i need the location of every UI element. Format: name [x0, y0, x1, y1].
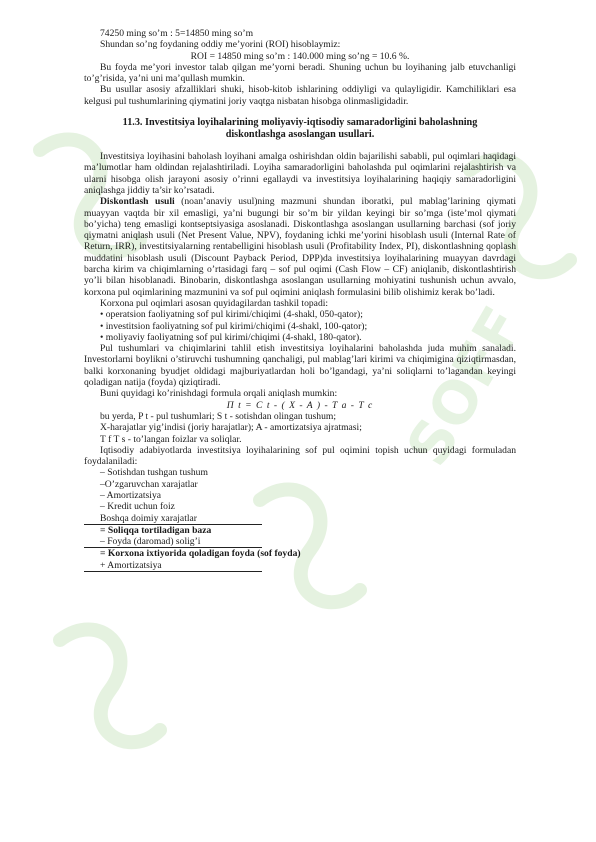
watermark-text: SOFF — [393, 295, 538, 477]
section-heading: 11.3. Investitsiya loyihalarining moliyaviy-iqtisodiy samaradorligini baholashning diskontlashga asoslangan usullari. — [122, 117, 478, 141]
paragraph: Buni quyidagi ko’rinishdagi formula orqali aniqlash mumkin: — [100, 388, 338, 400]
calculation-item: = Soliqqa tortiladigan baza — [100, 524, 212, 536]
paragraph: Korxona pul oqimlari asosan quyidagilardan tashkil topadi: — [100, 297, 329, 309]
bullet-item: • moliyaviy faoliyatning sof pul kirimi/chiqimi (4-shakl, 180-qator). — [100, 331, 362, 343]
paragraph-text: (noan’anaviy usul)ning mazmuni shundan iboratki, pul mablag’larining qiymati muayyan vaqtda bir xil emasligi, ya’ni bugungi bir so’m bir yildan keyingi bir so’mga (iste’mol qiymati bo’yicha) teng emasligi kontseptsiyasiga asoslanadi. Diskontlashga asoslangan usullarning barchasi (sof joriy qiymatni aniqlash usuli (Net Present Value, NPV), foydaning ichki me’yorini hisoblash usuli (Internal Rate of Return, IRR), investitsiyalarning rentabelligini hisoblash usuli (Profitability Index, PI), diskontlashning qoplash muddatini hisoblash usuli (Discount Payback Period, DPP)da investitsiya loyihalarining muayyan davrdagi barcha kirim va chiqimlarning o’rtasidagi farq – sof pul oqimi (Cash Flow – CF) aniqlanib, diskontlashtirish yo’li bilan hisoblanadi. Binobarin, diskontlashga asoslangan usullarning mohiyatini tushunish uchun avvalo, korxona pul oqimlarining mazmunini va sof pul oqimini aniqlash formulasini bilib olishimiz kerak bo’ladi. — [84, 196, 516, 298]
paragraph: Bu usullar asosiy afzalliklari shuki, hisob-kitob ishlarining oddiyligi va qulayligidir. Kamchiliklari esa kelgusi pul tushumlarining qiymatini joriy vaqtga nisbatan hisobga olinmasligidadir. — [84, 84, 516, 107]
calculation-item: – Kredit uchun foiz — [100, 501, 175, 513]
bullet-item: • operatsion faoliyatning sof pul kirimi/chiqimi (4-shakl, 050-qator); — [100, 309, 363, 321]
roi-formula: ROI = 14850 ming so’m : 140.000 ming so’ng = 10.6 %. — [190, 50, 410, 62]
calculation-item: Boshqa doimiy xarajatlar — [100, 512, 197, 524]
cashflow-formula: Π t = C t - ( X - A ) - T a - T c — [226, 399, 374, 411]
calc-line: 74250 ming so’m : 5=14850 ming so’m — [100, 28, 254, 39]
bullet-item: • investitsion faoliyatning sof pul kirimi/chiqimi (4-shakl, 100-qator); — [100, 320, 368, 332]
paragraph: Pul tushumlari va chiqimlarini tahlil etish investitsiya loyihalarini baholashda juda muhim sanaladi. Investorlarni boylikni o’stiruvchi tushumning qanchaligi, pul mablag’lari kirimi va chiqimigina qiziqtirmasdan, balki korxonaning byudjet oldidagi majburiyatlardan holi bo’lgandagi, ya’ni soliqlarni to’lagandan keyingi qoladigan natija (foyda) qiziqtiradi. — [84, 343, 516, 389]
legend-line: T f T s - to’langan foizlar va soliqlar. — [100, 433, 242, 445]
calculation-item: – Amortizatsiya — [100, 489, 162, 501]
legend-line: X-harajatlar yig’indisi (joriy harajatlar); A - amortizatsiya ajratmasi; — [100, 422, 362, 434]
calculation-item: = Korxona ixtiyorida qoladigan foyda (sof foyda) — [100, 548, 301, 560]
term-bold: Diskontlash usuli — [100, 196, 175, 208]
calculation-item: + Amortizatsiya — [100, 559, 162, 571]
calculation-item: – Foyda (daromad) solig’i — [100, 536, 201, 548]
calculation-item: –O’zgaruvchan xarajatlar — [100, 478, 198, 490]
legend-line: bu yerda, P t - pul tushumlari; S t - sotishdan olingan tushum; — [100, 410, 337, 422]
paragraph: Investitsiya loyihasini baholash loyihani amalga oshirishdan oldin bajarilishi sababli, pul oqimlari haqidagi ma’lumotlar ham oldindan rejalashtiriladi. Loyiha samaradorligini baholashda pul oqimlarini rejalashtirish va ularni hisobga olish jarayoni asosiy o’rinni egallaydi va investitsiya loyihalarining haqiqiy samaradorligini aniqlashga jiddiy ta’sir ko’rsatadi. — [84, 151, 516, 196]
calculation-item: – Sotishdan tushgan tushum — [100, 467, 208, 479]
calculation-list — [84, 467, 516, 572]
paragraph: Iqtisodiy adabiyotlarda investitsiya loyihalarining sof pul oqimini topish uchun quyidagi formuladan foydalaniladi: — [84, 444, 516, 468]
roi-intro: Shundan so’ng foydaning oddiy me’yorini (ROI) hisoblaymiz: — [100, 39, 341, 51]
paragraph — [84, 196, 516, 298]
document-page — [84, 28, 516, 572]
paragraph: Bu foyda me’yori investor talab qilgan me’yorni beradi. Shuning uchun bu loyihaning jalb etuvchanligi to’g’risida, ya’ni uni ma’qullash mumkin. — [84, 61, 516, 85]
underline-rule — [84, 571, 262, 572]
